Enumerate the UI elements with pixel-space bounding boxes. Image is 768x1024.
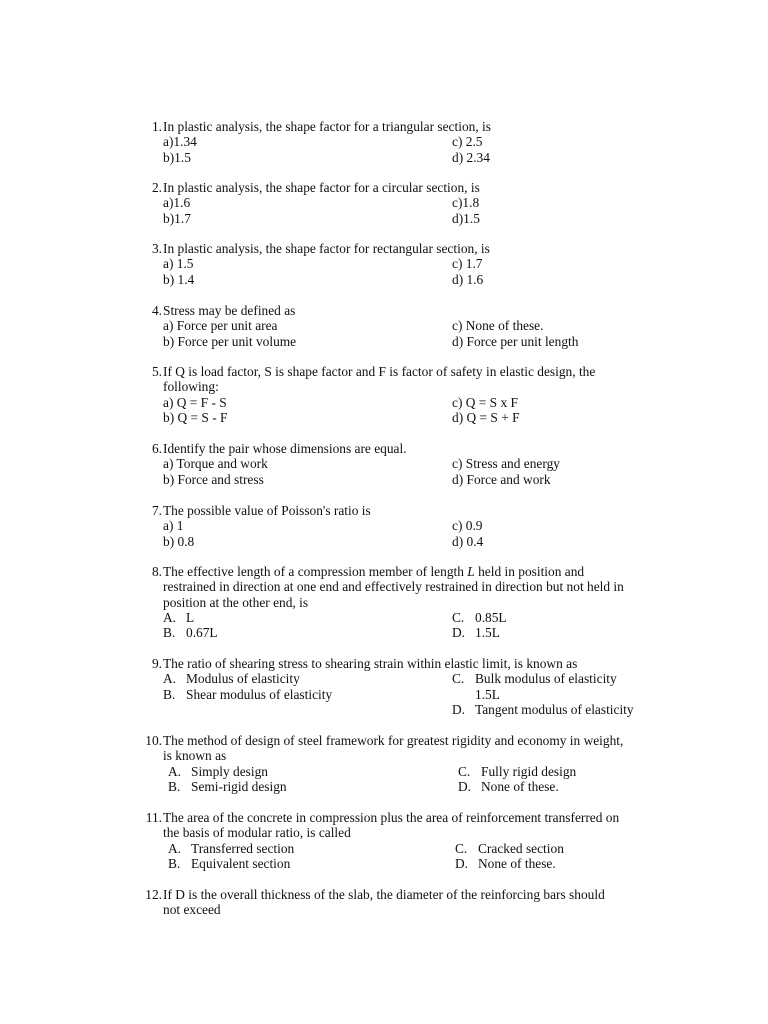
option-row <box>163 395 666 410</box>
question-text: position at the other end, is <box>163 594 309 610</box>
option-d: d) 0.4 <box>452 533 484 549</box>
option-b: b)1.5 <box>163 149 191 165</box>
option-a: a) Torque and work <box>163 456 268 472</box>
option-text: 0.85L <box>475 609 507 625</box>
question-number: 11. <box>145 810 162 825</box>
question-body <box>163 303 666 349</box>
option-text: Simply design <box>191 763 269 779</box>
question-text: following: <box>163 379 219 395</box>
option-row <box>163 256 666 271</box>
option-text: L <box>186 609 195 625</box>
question-number: 6. <box>151 441 162 456</box>
question-number: 9. <box>151 656 162 671</box>
question-text: is known as <box>163 748 227 764</box>
question-text: the basis of modular ratio, is called <box>163 825 351 841</box>
option-letter: D. <box>452 625 466 641</box>
question-number: 2. <box>151 180 162 195</box>
option-letter: D. <box>455 855 469 871</box>
question-text: In plastic analysis, the shape factor for a triangular section, is <box>163 119 491 134</box>
option-text: Semi-rigid design <box>191 778 287 794</box>
option-b <box>168 856 290 871</box>
option-row <box>163 610 666 625</box>
question-text: If Q is load factor, S is shape factor and F is factor of safety in elastic design, the <box>163 364 596 379</box>
option-text: 0.67L <box>186 625 218 641</box>
question-text: The method of design of steel framework for greatest rigidity and economy in weight, <box>163 733 624 748</box>
option-text: Modulus of elasticity <box>186 671 300 687</box>
option-c: c)1.8 <box>452 195 480 211</box>
option-a: a) Force per unit area <box>163 318 278 334</box>
question-text: Identify the pair whose dimensions are equal. <box>163 441 407 456</box>
option-row <box>163 671 666 686</box>
option-a: a) 1 <box>163 518 184 534</box>
option-letter: A. <box>163 609 177 625</box>
option-row <box>163 856 666 871</box>
option-b <box>163 687 332 702</box>
option-c: c) 2.5 <box>452 134 483 150</box>
option-text: Equivalent section <box>191 855 291 871</box>
option-b <box>168 779 287 794</box>
question-number: 4. <box>151 303 162 318</box>
option-row <box>163 134 666 149</box>
option-row <box>163 687 666 702</box>
option-d <box>452 702 634 717</box>
question-body <box>163 564 666 640</box>
option-a: a) Q = F - S <box>163 394 227 410</box>
option-a: a)1.6 <box>163 195 191 211</box>
question-text: Stress may be defined as <box>163 303 296 318</box>
option-letter: A. <box>168 763 182 779</box>
question-body <box>163 364 666 425</box>
option-letter: C. <box>452 671 465 687</box>
option-text: 1.5L <box>475 686 500 702</box>
option-row <box>163 272 666 287</box>
question-body <box>163 810 666 871</box>
option-letter: A. <box>163 671 177 687</box>
question-text: In plastic analysis, the shape factor for a circular section, is <box>163 180 480 195</box>
option-letter: B. <box>168 855 181 871</box>
option-letter: D. <box>458 778 472 794</box>
option-empty <box>163 702 186 717</box>
option-row <box>163 334 666 349</box>
option-b: b)1.7 <box>163 210 191 226</box>
option-c: c) 1.7 <box>452 256 483 272</box>
option-letter: C. <box>458 763 471 779</box>
option-d: d) 1.6 <box>452 271 484 287</box>
option-row <box>163 318 666 333</box>
question-text: not exceed <box>163 902 221 918</box>
option-b: b) 1.4 <box>163 271 195 287</box>
question-body <box>163 656 666 717</box>
question-number: 1. <box>151 119 162 134</box>
question-body <box>163 733 666 794</box>
question-body <box>163 241 666 287</box>
question-body <box>163 180 666 226</box>
option-text: None of these. <box>478 855 556 871</box>
option-d <box>455 856 556 871</box>
option-text: Transferred section <box>191 840 295 856</box>
option-letter: B. <box>168 778 181 794</box>
question-number: 7. <box>151 503 162 518</box>
option-a <box>168 841 294 856</box>
option-b: b) Q = S - F <box>163 409 228 425</box>
option-row <box>163 518 666 533</box>
option-row <box>163 779 666 794</box>
option-row <box>163 764 666 779</box>
option-c: c) Q = S x F <box>452 394 518 410</box>
option-text: Fully rigid design <box>481 763 577 779</box>
question-text: The ratio of shearing stress to shearing strain within elastic limit, is known as <box>163 656 578 671</box>
question-text: The area of the concrete in compression plus the area of reinforcement transferred on <box>163 810 620 825</box>
option-b: b) Force and stress <box>163 471 264 487</box>
option-row <box>163 702 666 717</box>
variable-L: L <box>467 564 475 579</box>
question-body <box>163 503 666 549</box>
option-row <box>163 410 666 425</box>
option-b <box>163 625 218 640</box>
option-text: Shear modulus of elasticity <box>186 686 333 702</box>
option-text: None of these. <box>481 778 559 794</box>
question-number: 8. <box>151 564 162 579</box>
option-row <box>163 150 666 165</box>
question-text: restrained in direction at one end and effectively restrained in direction but not held in <box>163 579 624 595</box>
option-c: c) Stress and energy <box>452 456 560 472</box>
option-c <box>455 841 564 856</box>
option-text: Tangent modulus of elasticity <box>475 701 634 717</box>
question-body <box>163 119 666 165</box>
question-number: 12. <box>145 887 162 902</box>
option-a <box>163 610 194 625</box>
option-text: Cracked section <box>478 840 564 856</box>
option-letter: C. <box>452 609 465 625</box>
option-d <box>458 779 559 794</box>
option-a: a)1.34 <box>163 134 197 150</box>
option-d: d) Q = S + F <box>452 409 520 425</box>
question-number: 3. <box>151 241 162 256</box>
question-number: 10. <box>145 733 162 748</box>
option-letter: C. <box>455 840 468 856</box>
option-letter: A. <box>168 840 182 856</box>
question-text: If D is the overall thickness of the slab, the diameter of the reinforcing bars should <box>163 887 605 902</box>
option-d: d)1.5 <box>452 210 480 226</box>
option-a <box>168 764 268 779</box>
option-b: b) Force per unit volume <box>163 333 297 349</box>
option-letter: B. <box>163 686 176 702</box>
option-row <box>163 456 666 471</box>
option-d: d) 2.34 <box>452 149 490 165</box>
option-text: 1.5L <box>475 625 500 641</box>
option-row <box>163 195 666 210</box>
option-c: c) 0.9 <box>452 518 483 534</box>
question-body <box>163 887 666 918</box>
option-row <box>163 841 666 856</box>
option-c <box>458 764 576 779</box>
question-text: The possible value of Poisson's ratio is <box>163 503 371 518</box>
question-text: The effective length of a compression member of length L held in position and <box>163 564 585 579</box>
option-c: c) None of these. <box>452 318 544 334</box>
option-c-continued <box>452 687 500 702</box>
option-b: b) 0.8 <box>163 533 195 549</box>
option-row <box>163 472 666 487</box>
option-d: d) Force and work <box>452 471 551 487</box>
option-letter: B. <box>163 625 176 641</box>
option-c <box>452 671 617 686</box>
option-d <box>452 625 500 640</box>
option-d: d) Force per unit length <box>452 333 579 349</box>
option-row <box>163 625 666 640</box>
option-row <box>163 211 666 226</box>
option-row <box>163 534 666 549</box>
option-a: a) 1.5 <box>163 256 194 272</box>
option-a <box>163 671 300 686</box>
option-text: Bulk modulus of elasticity <box>475 671 617 687</box>
question-body <box>163 441 666 487</box>
question-text: In plastic analysis, the shape factor for rectangular section, is <box>163 241 490 256</box>
option-letter: D. <box>452 701 466 717</box>
question-number: 5. <box>151 364 162 379</box>
option-c <box>452 610 507 625</box>
